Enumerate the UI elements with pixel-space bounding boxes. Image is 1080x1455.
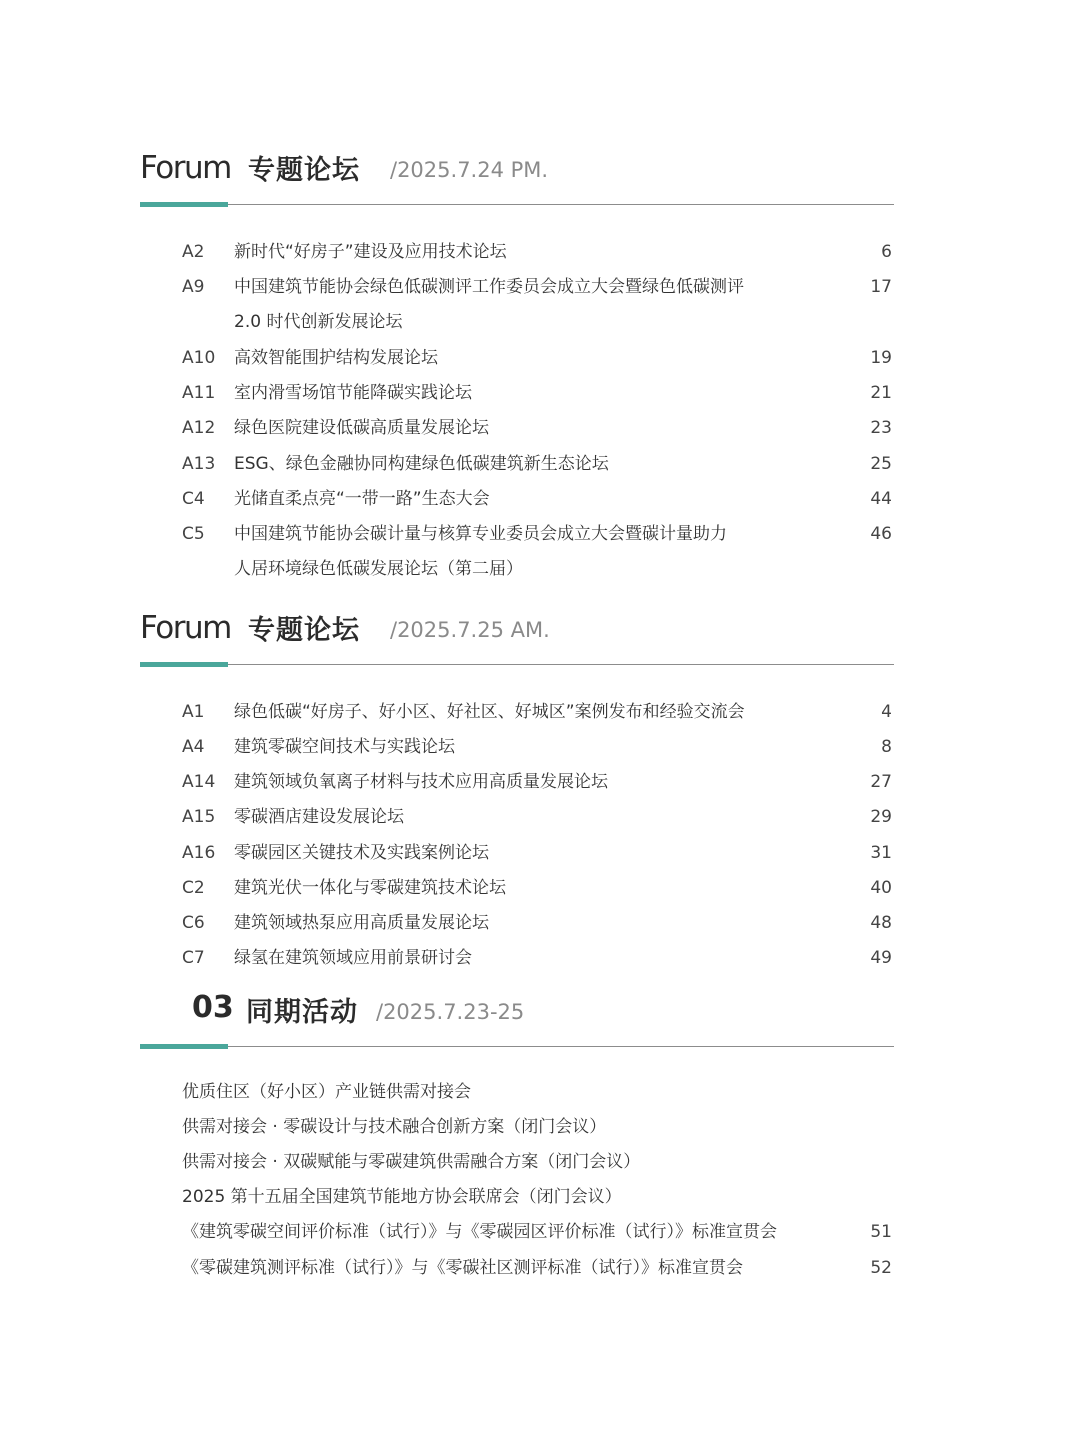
toc-row[interactable]: [140, 343, 894, 373]
toc-title: 绿氢在建筑领域应用前景研讨会: [234, 948, 472, 968]
toc-row[interactable]: [140, 413, 894, 443]
toc-title: 中国建筑节能协会碳计量与核算专业委员会成立大会暨碳计量助力: [234, 524, 727, 544]
toc-row-continued: [140, 307, 894, 337]
toc-title-line2: 2.0 时代创新发展论坛: [234, 312, 403, 332]
section-en-title: Forum: [140, 150, 231, 186]
toc-page: 27: [870, 772, 892, 792]
toc-code: A4: [182, 737, 205, 757]
toc-code: A13: [182, 454, 216, 474]
toc-title: 零碳园区关键技术及实践案例论坛: [234, 843, 489, 863]
toc-code: A12: [182, 418, 216, 438]
divider-line: [140, 1046, 894, 1047]
toc-code: A15: [182, 807, 216, 827]
toc-page: 17: [870, 277, 892, 297]
toc-code: C2: [182, 878, 205, 898]
section-activities: [140, 986, 894, 1278]
section-header: [140, 144, 894, 208]
section-cn-title: 同期活动: [246, 997, 358, 1028]
toc-row[interactable]: [140, 873, 894, 903]
toc-title: 建筑光伏一体化与零碳建筑技术论坛: [234, 878, 506, 898]
toc-row[interactable]: [140, 449, 894, 479]
activity-row[interactable]: [140, 1217, 894, 1247]
toc-title: 建筑领域热泵应用高质量发展论坛: [234, 913, 489, 933]
toc-page: 19: [870, 348, 892, 368]
toc-title: 绿色医院建设低碳高质量发展论坛: [234, 418, 489, 438]
toc-page: 29: [870, 807, 892, 827]
toc-row[interactable]: [140, 272, 894, 302]
toc-title: 建筑零碳空间技术与实践论坛: [234, 737, 455, 757]
section-cn-title: 专题论坛: [248, 155, 360, 186]
toc-title: ESG、绿色金融协同构建绿色低碳建筑新生态论坛: [234, 454, 609, 474]
activity-page: 52: [870, 1258, 892, 1278]
activity-row[interactable]: [140, 1182, 894, 1212]
toc-row[interactable]: [140, 943, 894, 973]
section-en-title: Forum: [140, 610, 231, 646]
toc-row[interactable]: [140, 697, 894, 727]
toc-code: C7: [182, 948, 205, 968]
toc-title: 建筑领域负氧离子材料与技术应用高质量发展论坛: [234, 772, 608, 792]
toc-row[interactable]: [140, 378, 894, 408]
toc-code: A10: [182, 348, 216, 368]
toc-title: 光储直柔点亮“一带一路”生态大会: [234, 489, 490, 509]
toc-page: 44: [870, 489, 892, 509]
toc-page: 23: [870, 418, 892, 438]
toc-code: A1: [182, 702, 205, 722]
section-header: [140, 604, 894, 668]
toc-title: 零碳酒店建设发展论坛: [234, 807, 404, 827]
activity-row[interactable]: [140, 1253, 894, 1283]
toc-page: 8: [881, 737, 892, 757]
activity-title: 供需对接会 · 双碳赋能与零碳建筑供需融合方案（闭门会议）: [182, 1152, 641, 1172]
activity-title: 2025 第十五届全国建筑节能地方协会联席会（闭门会议）: [182, 1187, 622, 1207]
accent-bar: [140, 662, 228, 667]
toc-code: A9: [182, 277, 205, 297]
toc-title: 室内滑雪场馆节能降碳实践论坛: [234, 383, 472, 403]
activity-page: 51: [870, 1222, 892, 1242]
toc-title-line2: 人居环境绿色低碳发展论坛（第二届）: [234, 559, 523, 579]
activity-title: 《建筑零碳空间评价标准（试行）》与《零碳园区评价标准（试行）》标准宣贯会: [182, 1222, 777, 1242]
toc-row[interactable]: [140, 838, 894, 868]
toc-code: A14: [182, 772, 216, 792]
activity-row[interactable]: [140, 1077, 894, 1107]
toc-code: C5: [182, 524, 205, 544]
toc-row[interactable]: [140, 519, 894, 549]
toc-title: 高效智能围护结构发展论坛: [234, 348, 438, 368]
toc-title: 中国建筑节能协会绿色低碳测评工作委员会成立大会暨绿色低碳测评: [234, 277, 744, 297]
toc-page: 25: [870, 454, 892, 474]
divider-line: [140, 664, 894, 665]
activity-title: 《零碳建筑测评标准（试行）》与《零碳社区测评标准（试行）》标准宣贯会: [182, 1258, 743, 1278]
toc-row[interactable]: [140, 237, 894, 267]
toc-page: 48: [870, 913, 892, 933]
section-cn-title: 专题论坛: [248, 615, 360, 646]
accent-bar: [140, 202, 228, 207]
toc-code: C4: [182, 489, 205, 509]
accent-bar: [140, 1044, 228, 1049]
toc-code: C6: [182, 913, 205, 933]
section-header: [140, 986, 894, 1050]
toc-row-continued: [140, 554, 894, 584]
toc-page: 40: [870, 878, 892, 898]
toc-code: A11: [182, 383, 216, 403]
activity-title: 优质住区（好小区）产业链供需对接会: [182, 1082, 471, 1102]
toc-code: A16: [182, 843, 216, 863]
activity-row[interactable]: [140, 1112, 894, 1142]
toc-page: 49: [870, 948, 892, 968]
toc-code: A2: [182, 242, 205, 262]
activity-row[interactable]: [140, 1147, 894, 1177]
toc-row[interactable]: [140, 767, 894, 797]
toc-page: 6: [881, 242, 892, 262]
section-number: 03: [192, 990, 234, 1025]
section-date: /2025.7.23-25: [376, 1000, 525, 1024]
toc-row[interactable]: [140, 802, 894, 832]
section-date: /2025.7.25 AM.: [390, 618, 550, 642]
toc-row[interactable]: [140, 484, 894, 514]
divider-line: [140, 204, 894, 205]
section-date: /2025.7.24 PM.: [390, 158, 549, 182]
toc-page: 46: [870, 524, 892, 544]
section-forum-0724: [140, 144, 894, 579]
section-forum-0725: [140, 604, 894, 968]
toc-page: 4: [881, 702, 892, 722]
toc-title: 绿色低碳“好房子、好小区、好社区、好城区”案例发布和经验交流会: [234, 702, 745, 722]
toc-title: 新时代“好房子”建设及应用技术论坛: [234, 242, 507, 262]
toc-page: 31: [870, 843, 892, 863]
toc-row[interactable]: [140, 732, 894, 762]
activity-title: 供需对接会 · 零碳设计与技术融合创新方案（闭门会议）: [182, 1117, 607, 1137]
toc-row[interactable]: [140, 908, 894, 938]
toc-page: 21: [870, 383, 892, 403]
